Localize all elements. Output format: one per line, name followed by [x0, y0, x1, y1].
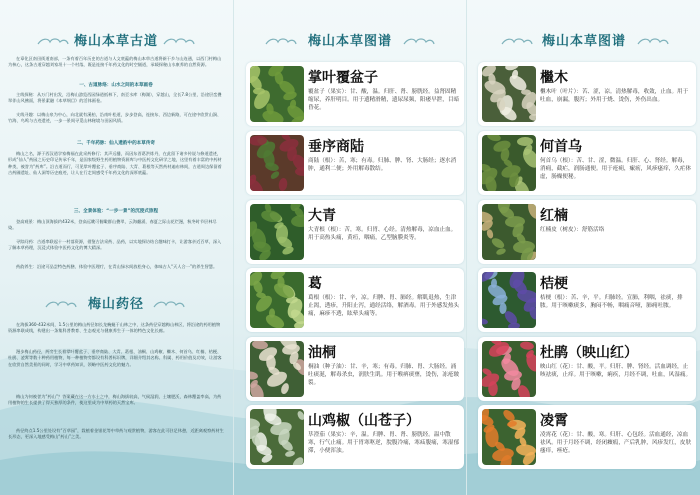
section-heading: 三、全景体验：“一步一景”的沉浸式旅程: [73, 209, 159, 214]
plant-description: 桔梗（根）：苦、辛，平。归肺经。宣肺，利咽，祛痰，排脓。用于咳嗽痰多，胸闷不畅，咽痛音哑，肺痈吐脓。: [540, 295, 683, 310]
page-title: 梅山本草古道: [73, 34, 158, 49]
plant-photo: [482, 204, 536, 260]
plant-name: 红楠: [540, 208, 568, 224]
plant-photo: [250, 135, 304, 191]
panel-divider: [233, 0, 234, 495]
plant-card: [478, 268, 696, 332]
plant-name: 桔梗: [540, 276, 568, 292]
plant-description: 商陆（根）：苦，寒；有毒。归肺、脾、肾、大肠经；逐水消肿，通利二便；外用解毒散结。: [308, 158, 457, 173]
plant-card: [246, 62, 464, 126]
section-paragraph: 药韵养生：沿途可品尝特色药膳、体验中医理疗，在青山绿水间放松身心，体味古人“天人合一”的养生智慧。: [16, 264, 218, 269]
section-paragraph: 主线探秘：从万门村出发，沿梅山游览西园绿道抵林下，南至水库（梅湖），穿越山，全长7.8公里，沿途层峦叠翠伴山风拂面，将景素融《本草纲目》的活体画卷。: [8, 92, 222, 104]
section-paragraph: 药径终点1.5公里处设有“百草园”，栽植着金银花等中草药与观赏植物，游客在此可驻足休憩，近距离观察药材生长形态，更深入地感受梅山“药山”之美。: [8, 428, 224, 440]
cloud-ornament-icon: [152, 301, 186, 309]
section-paragraph: 梅山为何被誉为“药山”？答案藏在这一方水土之中，梅山海拔较高，气候湿润，土壤肥沃，森林覆盖率高，为药用植物的生长提供了得天独厚的条件，使这里成为中草药的天然宝库。: [8, 394, 222, 406]
plant-description: 檵木叶（叶片）：苦、涩，凉。清热解毒，收敛，止血。用于吐血，崩漏，腹泻；外用于烧、烫伤，外伤出血。: [540, 89, 689, 104]
plant-card: [246, 405, 464, 469]
plant-description: 覆盆子（果实）：甘、酸，温。归肝、肾、膀胱经。益肾固精缩尿，养肝明目。用于遗精滑精，遗尿尿频，阳痿早泄，目暗昏花。: [308, 89, 460, 112]
plant-name: 杜鹃（映山红）: [540, 345, 638, 361]
plant-name: 山鸡椒（山苍子）: [308, 413, 420, 429]
plant-name: 檵木: [540, 70, 568, 86]
plant-card: [246, 131, 464, 195]
plant-name: 凌霄: [540, 413, 568, 429]
plant-name: 大青: [308, 208, 336, 224]
section-paragraph: 在海拔360-432米间，1.5公里的梅山药径如长龙蜿蜒于山林之中，这条药径穿越梅山林区，将沿途的药用植物资源串联成线，构建出一条集科普教育、生态观光与健康养生于一体的特色文化长廊。: [8, 322, 221, 334]
plant-name: 葛: [308, 276, 322, 292]
panel-title: 梅山本草图谱: [307, 34, 392, 49]
plant-photo: [250, 341, 304, 397]
section-paragraph: 支线寻趣：以梅山泉为中心，向北就有溪柏，沿南叶松道，步步登高，连接东、西边新路，可在途中欣赏山涧、竹海、鸟鸣与古迹遗迹，一步一景间寻觅山林秘境与田园风情。: [8, 112, 222, 124]
plant-name: 垂序商陆: [308, 139, 364, 155]
plant-description: 红楠皮（树皮）：舒筋活络: [540, 227, 605, 233]
plant-description: 映山红（花）：甘、酸，平。归肝、脾、肾经。活血调经，止咳祛痰，止痒。用于咳嗽，痢疾，月经不调，吐血，风湿痛。: [540, 364, 692, 379]
plant-card: [246, 200, 464, 264]
plant-description: 桐油（种子油）：甘、辛，寒；有毒。归肺、胃、大肠经。涌吐痰涎，解毒杀虫，润肤生肌。用于喉痹痰壅，烫伤，冻疮皲裂。: [308, 364, 460, 387]
section-paragraph: 漫步梅山药径，两旁生长着掌叶覆盆子、垂序商陆、大青、葛根、油桐、山鸡椒、檵木、何首乌、红楠、桔梗、杜鹃、凌霄等数十种药用植物，每一种植物旁都设有科普标识牌，详细介绍其名称、科属、药用价值及功效，让游客在欣赏自然美景的同时，学习中草药知识，领略中医药文化的魅力。: [8, 349, 222, 367]
plant-photo: [482, 66, 536, 122]
cloud-ornament-icon: [402, 38, 436, 46]
plant-photo: [482, 409, 536, 465]
section-paragraph: 寻踪问药：古道串联起十一村落资源，借鉴古法采药、品药，以实地探访结合趣味打卡，让游客亲近百草，深入了解本草药理，沉浸式体验中医药文化的博大精深。: [8, 239, 222, 251]
panel-divider: [466, 0, 467, 495]
plant-description: 凌霄花（花）：甘、酸，寒。归肝、心包经。活血通经，凉血祛风。用于月经不调，经闭癥瘕，产后乳肿，风疹发红，皮肤瘙痒，痤疮。: [540, 432, 692, 455]
plant-description: 何首乌（根）：苦、甘、涩，微温。归肝、心、肾经。解毒，消痈，截疟，润肠通便。用于疮痈，瘰疬，风疹瘙痒，久疟体虚，肠燥便秘。: [540, 158, 692, 181]
section-paragraph: 梅山之名，源于西汉道学家梅福在此采药修行；其声远播，而因东晋葛洪炼丹，在此留下诸多传说与修道遗迹，形成“仙人”药园之历史印记传承千年，是国家级野生药用植物资源库与中医药文化研学之地，这里有着丰富的中药材种类，被誉为“药库”。沿古道而行，可见掌叶覆盆子、垂序商陆、大青、葛根等天然药材遍布林间，古道周边保留着古药圃遗址、仙人洞等历史痕迹，让人在行走间感受千年药文化的深厚底蕴。: [8, 151, 222, 175]
plant-photo: [482, 272, 536, 328]
plant-description: 葛根（根）：甘、辛，凉。归脾、胃、肺经。解肌退热，生津止渴，透疹，升阳止泻，通经活络，解酒毒。用于外感发热头痛，麻疹不透，眩晕头痛等。: [308, 295, 460, 318]
plant-photo: [482, 135, 536, 191]
panel-title: 梅山本草图谱: [541, 34, 626, 49]
plant-card: [478, 200, 696, 264]
plant-card: [246, 337, 464, 401]
plant-description: 荜澄茄（果实）：辛，温。归脾、胃、肾、膀胱经。温中散寒，行气止痛。用于胃寒呕逆，脘腹冷痛，寒疝腹痛，寒湿郁滞，小便浑浊。: [308, 432, 460, 455]
plant-description: 大青根（根）：苦，寒。归胃、心经。清热解毒，凉血止血。用于高热头痛，黄疸，咽痛，乙型脑膜炎等。: [308, 227, 457, 242]
plant-card: [246, 268, 464, 332]
plant-photo: [482, 341, 536, 397]
plant-photo: [250, 409, 304, 465]
plant-photo: [250, 204, 304, 260]
plant-card: [478, 62, 696, 126]
plant-name: 何首乌: [540, 139, 582, 155]
plant-name: 掌叶覆盆子: [308, 70, 378, 86]
plant-name: 油桐: [308, 345, 336, 361]
plant-card: [478, 131, 696, 195]
cloud-ornament-icon: [162, 38, 196, 46]
plant-photo: [250, 272, 304, 328]
plant-card: [478, 405, 696, 469]
section-paragraph: 登高观景：梅山顶海拔约432米，登高远眺可俯瞰群山叠翠，云海翻涌，春夏之际山花烂漫，秋冬时节层林尽染。: [8, 219, 217, 231]
section-heading: 一、古道脉络：山水之间的本草画卷: [79, 83, 153, 88]
left-panel: [0, 0, 232, 495]
section-title: 梅山药径: [87, 297, 144, 312]
plant-card: [478, 337, 696, 401]
plant-photo: [250, 66, 304, 122]
intro-text: 在章化区南田街道南部，一条有着百年历史的古道与人文底蕴的梅山本草古道将新干乡与山连通，以西门村梅山为核心，这条古道穿越刘家坦十一个村落，既是连接千年药文化的时空隧道，承载探秘山水康养的自然资源。: [8, 56, 222, 68]
section-heading: 二、千年药脉：仙人遗韵中的本草传奇: [76, 141, 156, 146]
cloud-ornament-icon: [636, 38, 670, 46]
